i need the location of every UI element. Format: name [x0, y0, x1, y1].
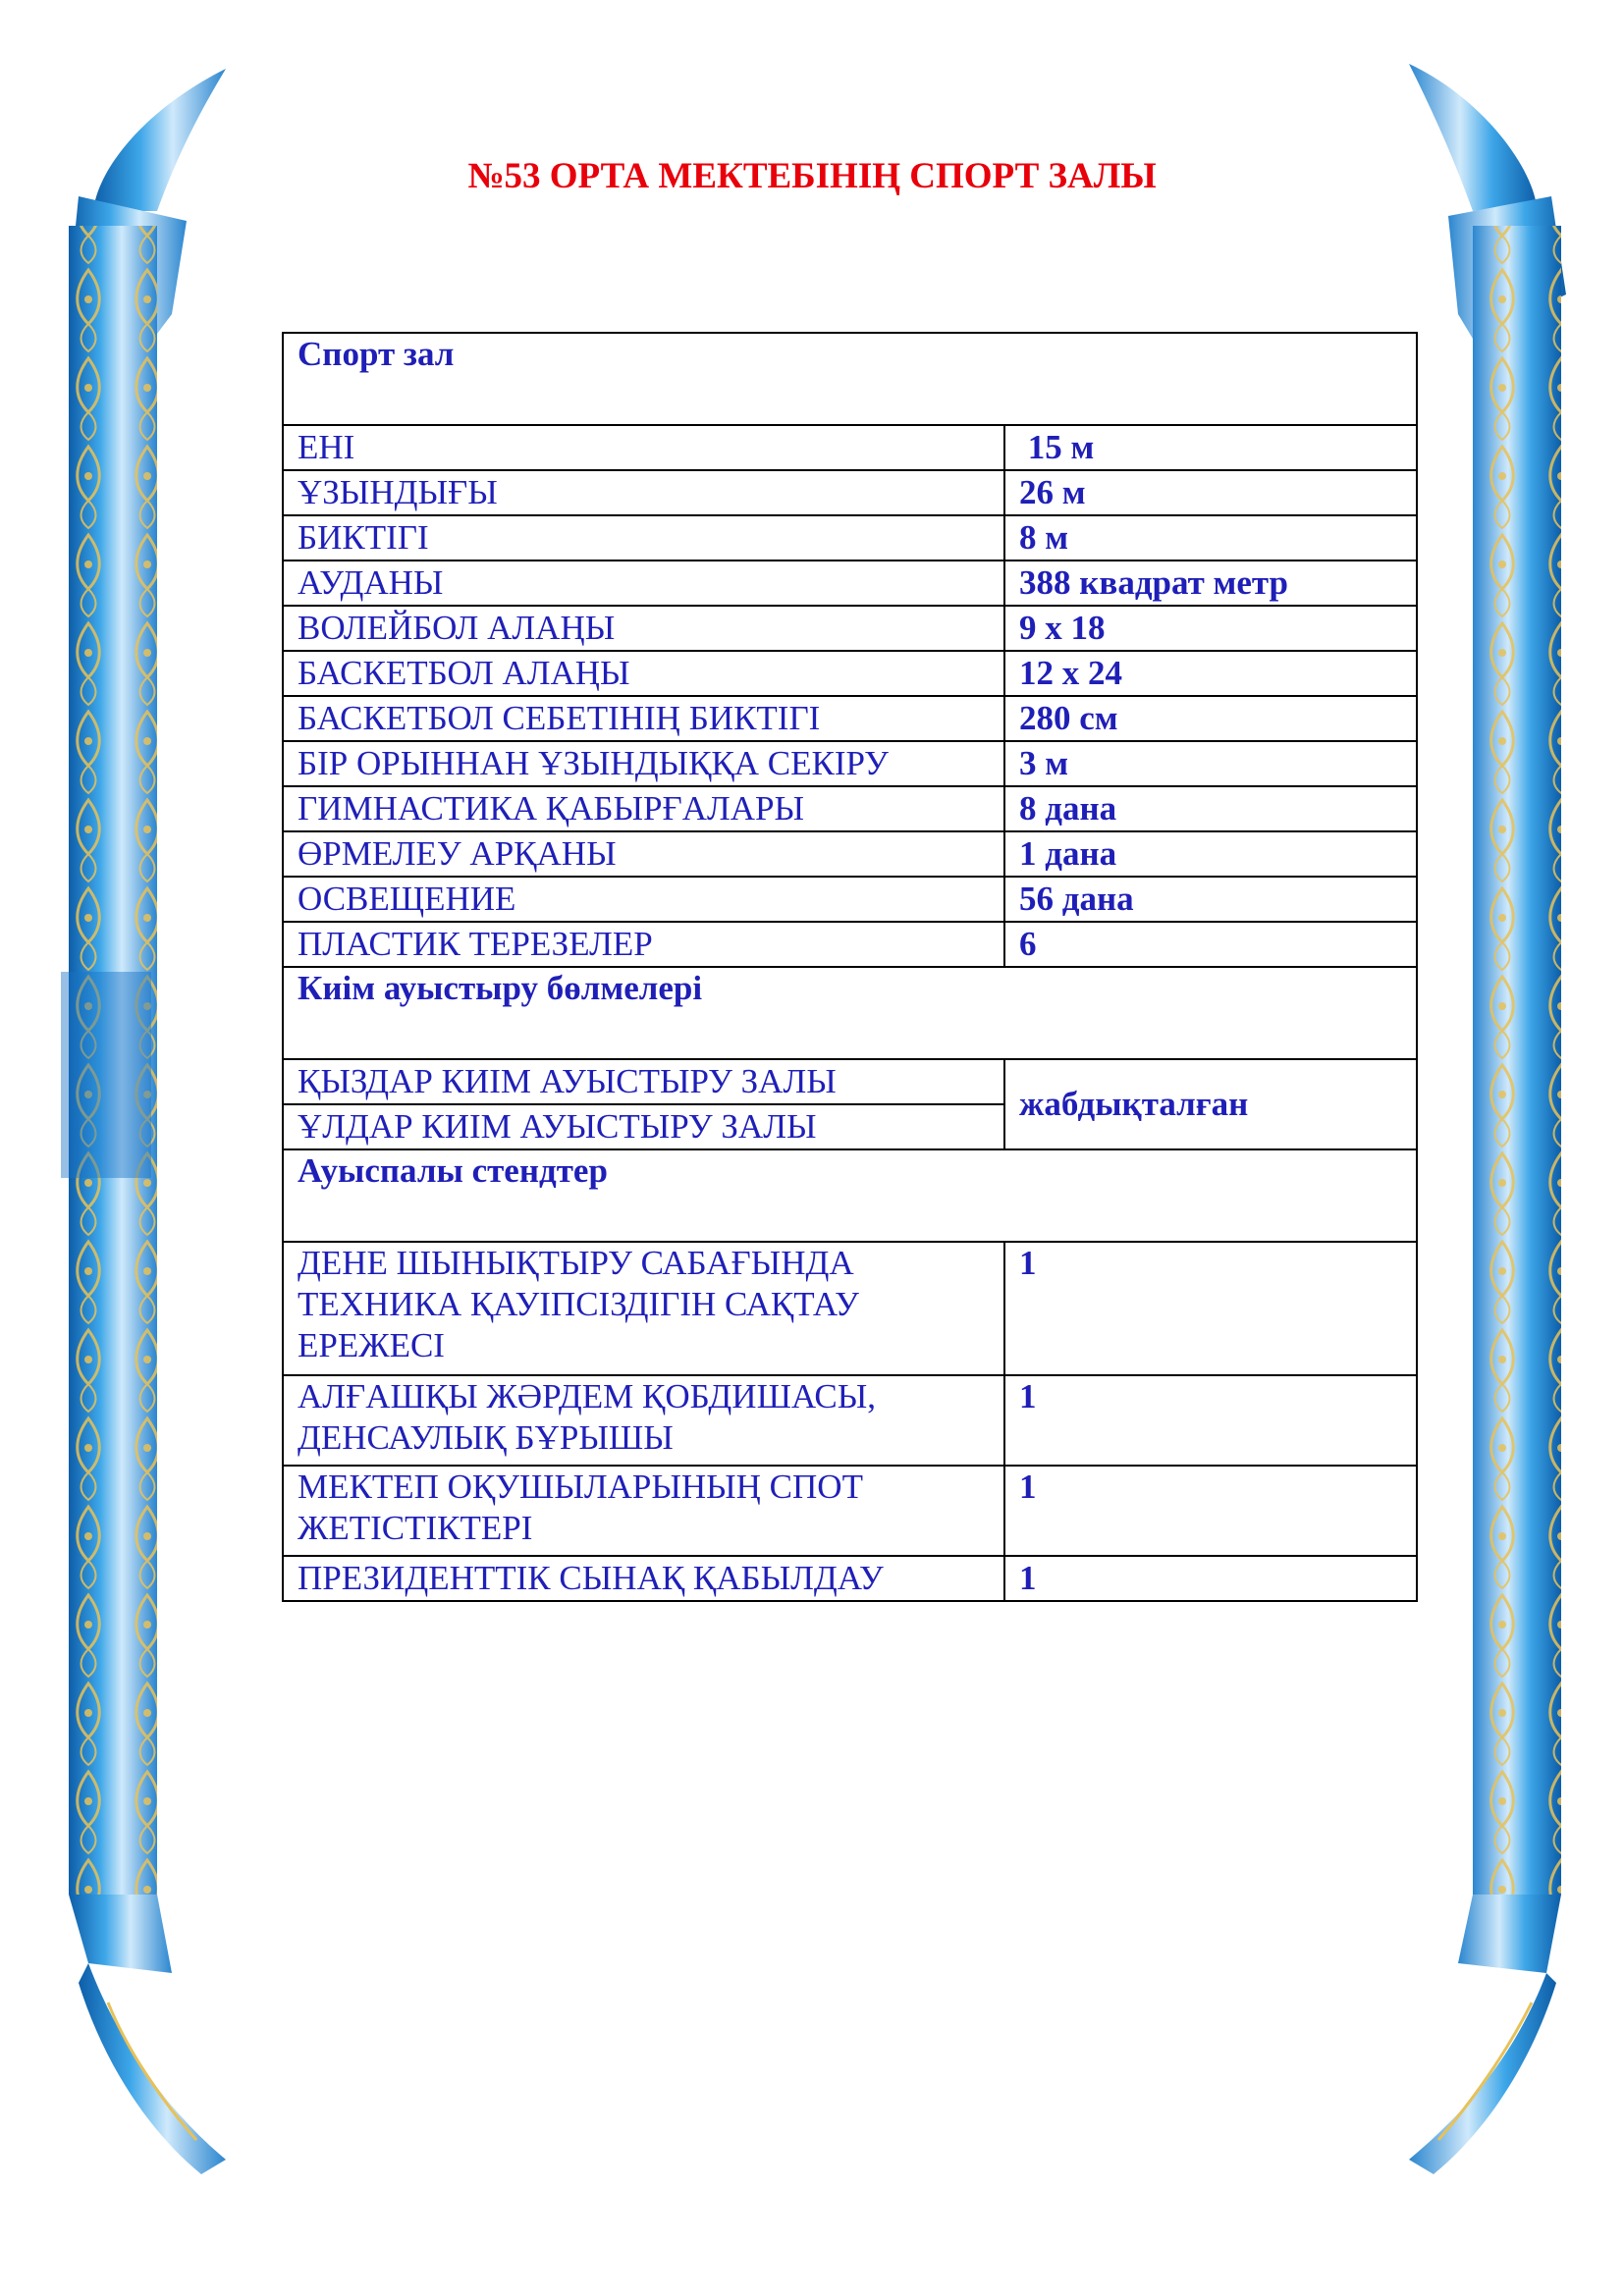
row-value: 6 — [1004, 922, 1417, 967]
table-row — [283, 1242, 1417, 1375]
row-value: 1 дана — [1004, 831, 1417, 877]
row-value: 280 см — [1004, 696, 1417, 741]
table-row — [283, 1059, 1417, 1104]
table-row — [283, 1466, 1417, 1556]
row-label: БИКТІГІ — [283, 515, 1004, 561]
row-value: 15 м — [1004, 425, 1417, 470]
right-ribbon — [1409, 64, 1566, 2174]
row-value: 3 м — [1004, 741, 1417, 786]
table-row — [283, 831, 1417, 877]
row-value: 8 дана — [1004, 786, 1417, 831]
table-row — [283, 470, 1417, 515]
table-row — [283, 606, 1417, 651]
row-label: ОСВЕЩЕНИЕ — [283, 877, 1004, 922]
row-label: ҚЫЗДАР КИІМ АУЫСТЫРУ ЗАЛЫ — [283, 1059, 1004, 1104]
row-label: ДЕНЕ ШЫНЫҚТЫРУ САБАҒЫНДА ТЕХНИКА ҚАУІПСІЗДІГІН САҚТАУ ЕРЕЖЕСІ — [283, 1242, 1004, 1375]
row-label: ПРЕЗИДЕНТТІК СЫНАҚ ҚАБЫЛДАУ — [283, 1556, 1004, 1601]
section-header-row — [283, 1149, 1417, 1242]
row-value: 1 — [1004, 1242, 1417, 1375]
row-label: ВОЛЕЙБОЛ АЛАҢЫ — [283, 606, 1004, 651]
section-header-row — [283, 967, 1417, 1059]
table-row — [283, 561, 1417, 606]
table-row — [283, 786, 1417, 831]
table-row — [283, 877, 1417, 922]
section-heading-hall: Спорт зал — [283, 333, 1417, 425]
row-value: 1 — [1004, 1556, 1417, 1601]
row-label: ӨРМЕЛЕУ АРҚАНЫ — [283, 831, 1004, 877]
section-heading-changing: Киім ауыстыру бөлмелері — [283, 967, 1417, 1059]
row-value: 388 квадрат метр — [1004, 561, 1417, 606]
table-row — [283, 651, 1417, 696]
table-row — [283, 515, 1417, 561]
table-row — [283, 1375, 1417, 1466]
table-row — [283, 922, 1417, 967]
row-label: ҰЗЫНДЫҒЫ — [283, 470, 1004, 515]
sport-hall-table — [282, 332, 1418, 1602]
row-value: 1 — [1004, 1466, 1417, 1556]
row-value: 56 дана — [1004, 877, 1417, 922]
row-value: 9 х 18 — [1004, 606, 1417, 651]
row-label: ПЛАСТИК ТЕРЕЗЕЛЕР — [283, 922, 1004, 967]
row-label: МЕКТЕП ОҚУШЫЛАРЫНЫҢ СПОТ ЖЕТІСТІКТЕРІ — [283, 1466, 1004, 1556]
row-value: 12 х 24 — [1004, 651, 1417, 696]
row-label: АУДАНЫ — [283, 561, 1004, 606]
row-label: БІР ОРЫННАН ҰЗЫНДЫҚҚА СЕКІРУ — [283, 741, 1004, 786]
section-header-row — [283, 333, 1417, 425]
page-title: №53 ОРТА МЕКТЕБІНІҢ СПОРТ ЗАЛЫ — [467, 156, 1157, 196]
section-heading-stands: Ауыспалы стендтер — [283, 1149, 1417, 1242]
table-row — [283, 741, 1417, 786]
row-label: ҰЛДАР КИІМ АУЫСТЫРУ ЗАЛЫ — [283, 1104, 1004, 1149]
row-label: АЛҒАШҚЫ ЖӘРДЕМ ҚОБДИШАСЫ, ДЕНСАУЛЫҚ БҰРЫШЫ — [283, 1375, 1004, 1466]
row-value: 8 м — [1004, 515, 1417, 561]
row-value: 1 — [1004, 1375, 1417, 1466]
left-ribbon — [61, 69, 226, 2174]
table-row — [283, 696, 1417, 741]
row-label: БАСКЕТБОЛ СЕБЕТІНІҢ БИКТІГІ — [283, 696, 1004, 741]
row-label: БАСКЕТБОЛ АЛАҢЫ — [283, 651, 1004, 696]
row-value: жабдықталған — [1004, 1059, 1417, 1149]
table-row — [283, 1556, 1417, 1601]
row-value: 26 м — [1004, 470, 1417, 515]
row-label: ЕНІ — [283, 425, 1004, 470]
row-label: ГИМНАСТИКА ҚАБЫРҒАЛАРЫ — [283, 786, 1004, 831]
table-row — [283, 425, 1417, 470]
